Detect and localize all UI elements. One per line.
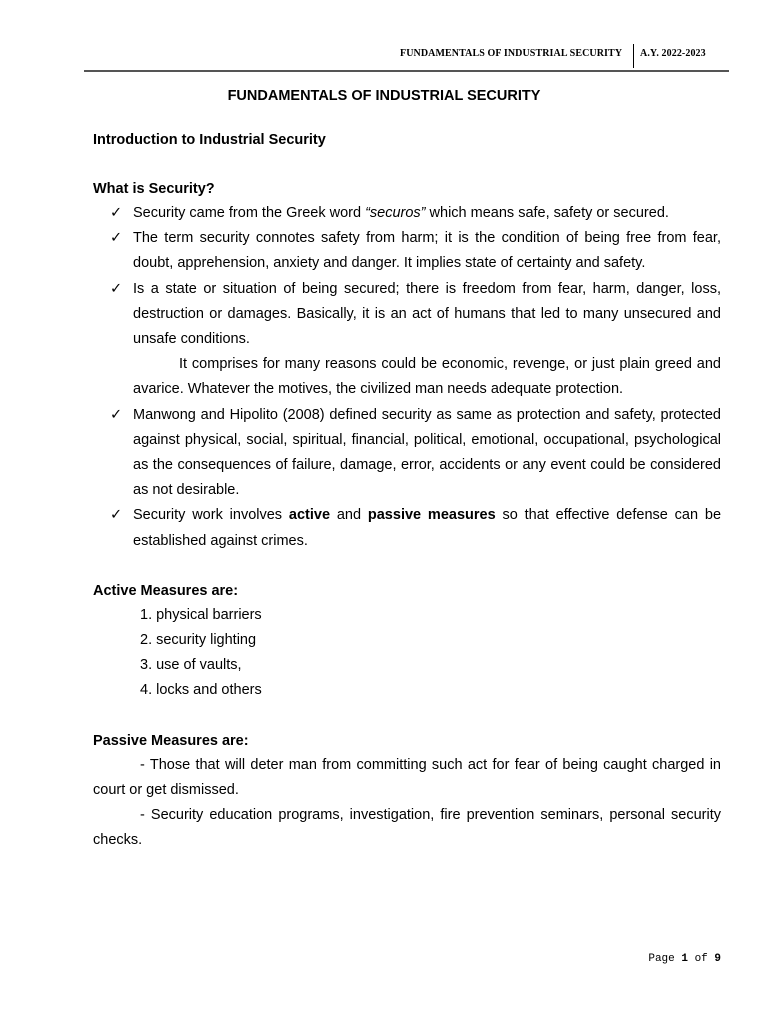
current-page: 1: [681, 953, 688, 965]
checkmark-icon: ✓: [110, 280, 123, 297]
header-academic-year: A.Y. 2022-2023: [640, 48, 706, 59]
list-item: 3. use of vaults,: [140, 657, 242, 674]
active-measures-heading: Active Measures are:: [93, 582, 239, 599]
page-title: FUNDAMENTALS OF INDUSTRIAL SECURITY: [227, 88, 541, 104]
reasons-paragraph: It comprises for many reasons could be economic, revenge, or just plain greed and avarice. Whatever the motives, the civilized man needs adequate protection.: [133, 356, 721, 398]
checkmark-icon: ✓: [110, 507, 123, 524]
passive-measure-line: - Security education programs, investigation, fire prevention seminars, personal security checks.: [93, 807, 721, 849]
passive-measures-heading: Passive Measures are:: [93, 732, 249, 749]
passive-measure-line: - Those that will deter man from committing such act for fear of being caught charged in court or get dismissed.: [93, 756, 721, 798]
list-item: 1. physical barriers: [140, 606, 262, 623]
bullet-definition: ✓ Manwong and Hipolito (2008) defined security as same as protection and safety, protected against physical, social, spiritual, financial, political, emotional, occupational, psychological as the consequences of failure, damage, error, accidents or any event could be considered as not desirable.: [93, 403, 721, 504]
list-item: 2. security lighting: [140, 632, 257, 649]
document-body: [93, 128, 721, 853]
header-divider: [633, 44, 634, 68]
bullet-state-of-being-secured: ✓ Is a state or situation of being secured; there is freedom from fear, harm, danger, loss, destruction or damages. Basically, it is an act of humans that led to many unsecured and unsafe conditions. It comprises for many reasons could be economic, revenge, or just plain greed and avarice. Whatever the motives, the civilized man needs adequate protection.: [93, 277, 721, 403]
bullet-safety-from-harm: ✓ The term security connotes safety from harm; it is the condition of being free from fear, doubt, apprehension, anxiety and danger. It implies state of certainty and safety.: [93, 226, 721, 276]
checkmark-icon: ✓: [110, 230, 123, 247]
list-item: 4. locks and others: [140, 682, 262, 699]
page-number: Page 1 of 9: [648, 953, 721, 965]
what-is-security-heading: What is Security?: [93, 181, 215, 197]
running-header: [400, 44, 728, 64]
total-pages: 9: [714, 953, 721, 965]
bullet-greek-origin: ✓ Security came from the Greek word “securos” which means safe, safety or secured.: [93, 201, 721, 226]
header-rule: [84, 70, 729, 72]
greek-word: “securos”: [365, 205, 426, 221]
intro-heading: Introduction to Industrial Security: [93, 132, 326, 148]
header-course-title: FUNDAMENTALS OF INDUSTRIAL SECURITY: [400, 48, 623, 59]
checkmark-icon: ✓: [110, 205, 123, 221]
checkmark-icon: ✓: [110, 406, 123, 423]
bullet-security-work: ✓ Security work involves active and passive measures so that effective defense can be established against crimes.: [93, 503, 721, 553]
